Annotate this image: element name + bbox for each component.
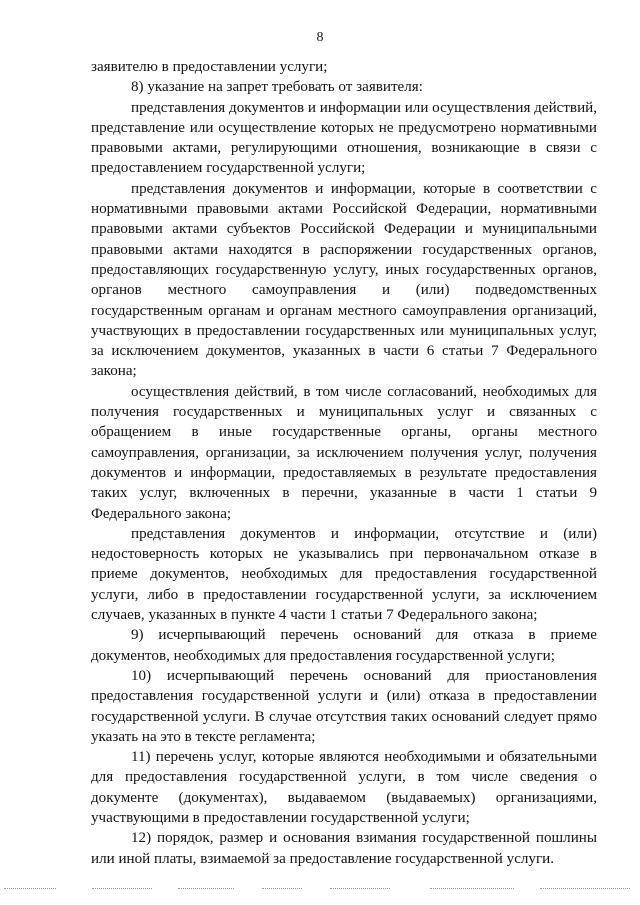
paragraph-item-12: 12) порядок, размер и основания взимания государственной пошлины или иной платы, взимаемой за предоставление государственной услуги.	[91, 830, 597, 867]
paragraph-continuation: заявителю в предоставлении услуги;	[91, 59, 328, 75]
paragraph-prohibition-documents: представления документов и информации, которые в соответствии с нормативными правовыми актами Российской Федерации, нормативными правовыми актами субъектов Российской Федерации и муниципальными правовыми актами находятся в распоряжении государственных органов, предоставляющих государственную услугу, иных государственных органов, органов местного самоуправления и (или) подведомственных государственным органам и органам местного самоуправления организаций, участвующих в предоставлении государственных или муниципальных услуг, за исключением документов, указанных в части 6 статьи 7 Федерального закона;	[91, 180, 597, 380]
paragraph-item-10: 10) исчерпывающий перечень оснований для приостановления предоставления государственной услуги и (или) отказа в предоставлении государственной услуги. В случае отсутствия таких оснований следует прямо указать на это в тексте регламента;	[91, 667, 597, 745]
body-text	[91, 57, 597, 869]
paragraph-prohibition-actions: представления документов и информации или осуществления действий, представление или осуществление которых не предусмотрено нормативными правовыми актами, регулирующими отношения, возникающие в связи с предоставлением государственной услуги;	[91, 99, 597, 177]
paragraph-prohibition-missing-info: представления документов и информации, отсутствие и (или) недостоверность которых не указывались при первоначальном отказе в приеме документов, необходимых для предоставления государственной услуги, либо в предоставлении государственной услуги, за исключением случаев, указанных в пункте 4 части 1 статьи 7 Федерального закона;	[91, 525, 597, 624]
page-number: 8	[316, 30, 324, 45]
paragraph-item-8: 8) указание на запрет требовать от заявителя:	[131, 79, 423, 96]
scan-edge-artifacts	[0, 888, 640, 896]
paragraph-prohibition-approvals: осуществления действий, в том числе согласований, необходимых для получения государственных и муниципальных услуг и связанных с обращением в иные государственные органы, органы местного самоуправления, организации, за исключением получения услуг, получения документов и информации, предоставляемых в результате предоставления таких услуг, включенных в перечни, указанные в части 1 статьи 9 Федерального закона;	[91, 383, 597, 522]
paragraph-item-9: 9) исчерпывающий перечень оснований для отказа в приеме документов, необходимых для предоставления государственной услуги;	[91, 627, 597, 664]
paragraph-item-11: 11) перечень услуг, которые являются необходимыми и обязательными для предоставления государственной услуги, в том числе сведения о документе (документах), выдаваемом (выдаваемых) организациями, участвующими в предоставлении государственной услуги;	[91, 749, 597, 826]
